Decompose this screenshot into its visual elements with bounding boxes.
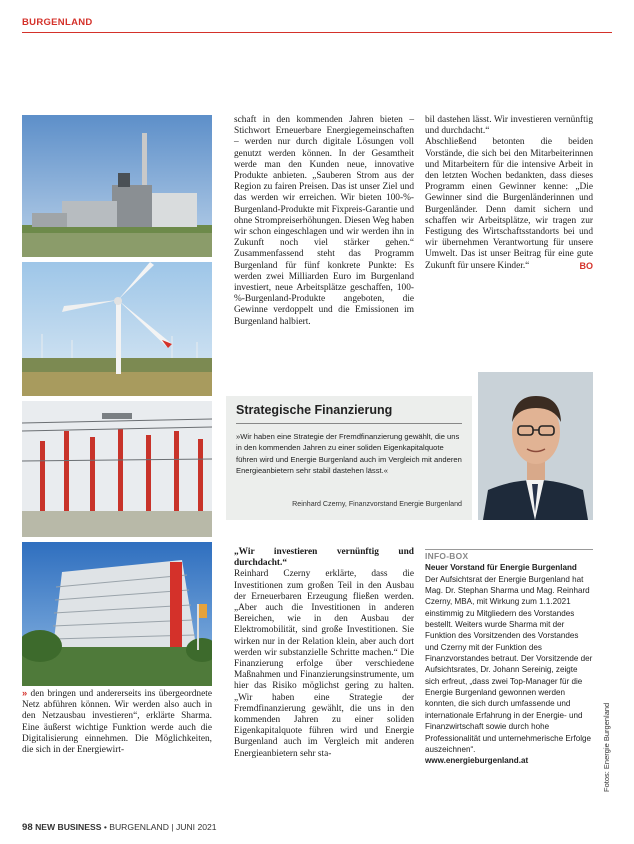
article-paragraph: Reinhard Czerny erklärte, dass die Investitionen zum großen Teil in den Ausbau der Erneuerbaren Erzeugung fließen werden. „Aber auch die Investitionen in anderen Bereichen, wie in den Ausbau der Elektromobilität, sind große Investitionen. Sie wirken nur in der Relation klein, aber auch dort werden wir substanzielle Schritte machen.“ Die Finanzierung erfolge über verschiedene Maßnahmen und Finanzierungsinstrumente, um hier das Risiko möglichst gering zu halten. „Wir haben eine Strategie der Fremdfinanzierung gewählt, die uns in den kommenden Jahren zu einer soliden Eigenkapitalquote führen wird und Energie Burgenland auch im Vergleich mit anderen Energieanbietern sehr sta- [234, 569, 414, 759]
footer-section: BURGENLAND [109, 822, 169, 832]
footer-issue: JUNI 2021 [175, 822, 217, 832]
photo-wind-turbine [22, 262, 212, 396]
section-label: BURGENLAND [22, 17, 93, 28]
magazine-name: NEW BUSINESS [35, 822, 102, 832]
quote-box-title: Strategische Finanzierung [236, 403, 393, 417]
info-box-text: Der Aufsichtsrat der Energie Burgenland hat Mag. Dr. Stephan Sharma und Mag. Reinhard Czerny, MBA, mit Wirkung zum 1.1.2021 einstimmig zu Mitgliedern des Vorstandes bestellt. Weiters wurde Sharma mit der Funktion des Vorsitzenden des Vorstandes und Czerny mit der Funktion des Finanzvorstandes betraut. Der Vorsitzende der Aufsichtsrates, Dr. Johann Sereinig, zeigte sich erfreut, „dass zwei Top-Manager für die Energie Burgenland gewonnen werden konnten, die sich durch umfassende und internationale Erfahrung in der Energie- und Finanzwirtschaft sowie durch hohe Professionalität und unternehmerische Erfolge auszeichnen“. [425, 574, 593, 754]
info-box [425, 547, 593, 767]
quote-box [226, 396, 472, 520]
quote-box-rule [236, 423, 462, 424]
author-initials: BO [579, 260, 593, 271]
article-subhead: „Wir investieren vernünftig und durchdacht.“ [234, 547, 414, 569]
info-box-website-link[interactable]: www.energieburgenland.at [425, 756, 529, 766]
photo-credit: Fotos: Energie Burgenland [602, 702, 611, 792]
photo-portrait-reinhard-czerny [478, 372, 593, 520]
info-box-title: Neuer Vorstand für Energie Burgenland [425, 563, 577, 573]
photo-power-plant [22, 115, 212, 257]
article-paragraph: schaft in den kommenden Jahren bieten – Stichwort Erneuerbare Energiegemeinschaften – werden nur durch digitale Lösungen voll genutzt werden können. In der Gesamtheit werde man den Kunden neue, innovative Produkte anbieten. „Sauberen Strom aus der Region zu fairen Preisen. Das ist unser Ziel und das werden wir erreichen. Wir bieten 100-%-Burgenland-Produkte mit Fixpreis-Garantie und ohne Strompreiserhöhungen. Diesen Weg haben wir schon eingeschlagen und wir werden ihn in Zukunft noch viel stärker gehen.“ Zusammenfassend steht das Programm Burgenland für fünf konkrete Punkte: Es werden zwei Milliarden Euro im Burgenland investiert, neue Arbeitsplätze geschaffen, 100-%-Burgenland-Produkte angeboten, die Gewinne verdoppelt und die Emissionen im Burgenland halbiert. [234, 115, 414, 327]
info-box-label: INFO-BOX [425, 551, 469, 561]
section-rule [22, 32, 612, 33]
page-number: 98 [22, 822, 33, 833]
quote-author: Reinhard Czerny, Finanzvorstand Energie Burgenland [292, 500, 462, 508]
article-column-1-bottom [22, 688, 212, 756]
article-paragraph: » den bringen und andererseits ins übergeordnete Netz abführen können. Wir werden also auch in den Netzausbau investieren“, erklärte Sharma. Eine äußerst wichtige Funktion werde auch die Digitalisierung einnehmen. Die Möglichkeiten, die sich in der Energiewirt- [22, 688, 212, 756]
footer-separator: | [171, 822, 174, 832]
continue-arrow-icon: » [22, 688, 28, 698]
article-column-2-bottom [234, 547, 414, 760]
page-footer [22, 822, 217, 833]
article-paragraph: Abschließend betonten die beiden Vorstände, die sich bei den Mitarbeiterinnen und Mitarbeitern für die intensive Arbeit in den letzten Wochen bedankten, dass dieses Programm einen Gewinner kenne: „Die Gewinner sind die Burgenländerinnen und Burgenländer. Denn damit sichern und schaffen wir Arbeitsplätze, wir tragen zur Festigung des Wirtschaftsstandorts bei und wir übernehmen Verantwortung für unsere Umwelt. Das ist unser Beitrag für eine gute Zukunft für unsere Kinder.“ BO [425, 137, 593, 271]
footer-separator: • [103, 822, 107, 832]
photo-substation [22, 401, 212, 537]
article-column-3-top [425, 115, 593, 272]
article-column-2-top [234, 115, 414, 328]
article-paragraph: bil dastehen lässt. Wir investieren vernünftig und durchdacht.“ [425, 115, 593, 137]
photo-headquarters-building [22, 542, 212, 686]
quote-text: »Wir haben eine Strategie der Fremdfinanzierung gewählt, die uns in den kommenden Jahren zu einer soliden Eigenkapitalquote führen wird und Energie Burgenland auch im Vergleich mit anderen Energieanbietern sehr stabil dastehen lässt.« [236, 432, 462, 476]
